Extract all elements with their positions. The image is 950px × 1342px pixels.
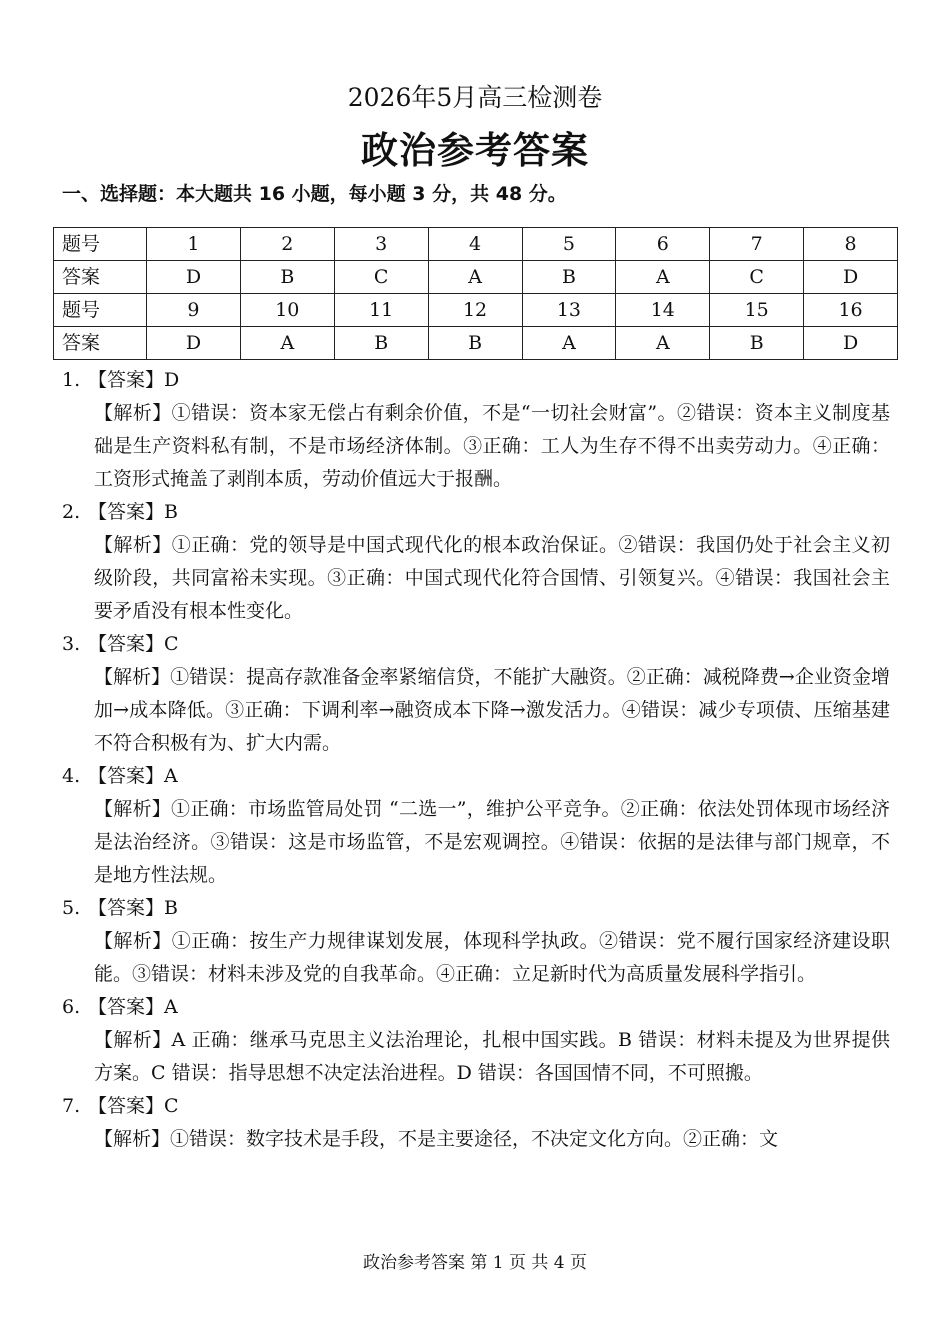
table-cell: 4 [428, 228, 522, 261]
question-number: 6. [62, 996, 81, 1018]
table-cell: A [616, 261, 710, 294]
table-cell: D [147, 327, 241, 360]
table-cell: 6 [616, 228, 710, 261]
table-cell: C [334, 261, 428, 294]
question-answer-line [62, 892, 892, 925]
page-footer: 政治参考答案 第 1 页 共 4 页 [362, 1253, 588, 1273]
question-number: 1. [62, 369, 81, 391]
table-cell: D [804, 327, 898, 360]
question-answer-line [62, 760, 892, 793]
table-cell: 15 [710, 294, 804, 327]
table-cell: 13 [522, 294, 616, 327]
question-item [62, 991, 892, 1090]
question-explanation: 【解析】①正确：按生产力规律谋划发展，体现科学执政。②错误：党不履行国家经济建设职能。③错误：材料未涉及党的自我革命。④正确：立足新时代为高质量发展科学指引。 [94, 930, 890, 985]
table-cell: A [522, 327, 616, 360]
table-cell: 12 [428, 294, 522, 327]
exam-title: 2026年5月高三检测卷 [347, 83, 603, 112]
table-label-cell: 答案 [54, 327, 147, 360]
question-item [62, 364, 892, 496]
question-explanation: 【解析】①正确：党的领导是中国式现代化的根本政治保证。②错误：我国仍处于社会主义初级阶段，共同富裕未实现。③正确：中国式现代化符合国情、引领复兴。④错误：我国社会主要矛盾没有根本性变化。 [94, 534, 890, 622]
table-cell: B [710, 327, 804, 360]
question-explanation: 【解析】①错误：数字技术是手段，不是主要途径，不决定文化方向。②正确：文 [94, 1128, 779, 1150]
question-answer: 【答案】C [88, 1095, 179, 1117]
table-cell: 2 [240, 228, 334, 261]
question-item [62, 496, 892, 628]
question-number: 4. [62, 765, 81, 787]
question-answer: 【答案】A [88, 765, 178, 787]
table-cell: 11 [334, 294, 428, 327]
table-label-cell: 题号 [54, 294, 147, 327]
table-cell: A [240, 327, 334, 360]
table-cell: 9 [147, 294, 241, 327]
question-explanation: 【解析】①错误：提高存款准备金率紧缩信贷，不能扩大融资。②正确：减税降费→企业资金增加→成本降低。③正确：下调利率→融资成本下降→激发活力。④错误：减少专项债、压缩基建不符合积极有为、扩大内需。 [94, 666, 890, 754]
question-item [62, 760, 892, 892]
question-explanation: 【解析】①正确：市场监管局处罚 “二选一”，维护公平竞争。②正确：依法处罚体现市场经济是法治经济。③错误：这是市场监管，不是宏观调控。④错误：依据的是法律与部门规章，不是地方性法规。 [94, 798, 890, 886]
table-row [54, 228, 898, 261]
table-row [54, 327, 898, 360]
section-heading: 一、选择题：本大题共 16 小题，每小题 3 分，共 48 分。 [62, 183, 567, 205]
question-number: 7. [62, 1095, 81, 1117]
table-cell: 10 [240, 294, 334, 327]
question-explanation: 【解析】①错误：资本家无偿占有剩余价值，不是“一切社会财富”。②错误：资本主义制度基础是生产资料私有制，不是市场经济体制。③正确：工人为生存不得不出卖劳动力。④正确：工资形式掩盖了剥削本质，劳动价值远大于报酬。 [94, 402, 890, 490]
table-cell: 14 [616, 294, 710, 327]
question-answer-line [62, 991, 892, 1024]
table-cell: D [147, 261, 241, 294]
question-answer-line [62, 496, 892, 529]
question-answer: 【答案】B [88, 501, 178, 523]
question-list [62, 364, 892, 1156]
question-number: 3. [62, 633, 81, 655]
table-label-cell: 题号 [54, 228, 147, 261]
question-item [62, 892, 892, 991]
question-answer-line [62, 1090, 892, 1123]
question-answer-line [62, 628, 892, 661]
table-cell: A [428, 261, 522, 294]
table-cell: 8 [804, 228, 898, 261]
table-cell: C [710, 261, 804, 294]
answer-table [53, 227, 898, 360]
table-cell: B [522, 261, 616, 294]
table-cell: 16 [804, 294, 898, 327]
question-answer: 【答案】A [88, 996, 178, 1018]
question-item [62, 1090, 892, 1156]
question-answer-line [62, 364, 892, 397]
table-cell: B [240, 261, 334, 294]
table-cell: 3 [334, 228, 428, 261]
table-cell: B [334, 327, 428, 360]
table-row [54, 294, 898, 327]
table-row [54, 261, 898, 294]
question-explanation: 【解析】A 正确：继承马克思主义法治理论，扎根中国实践。B 错误：材料未提及为世界提供方案。C 错误：指导思想不决定法治进程。D 错误：各国国情不同，不可照搬。 [94, 1029, 890, 1084]
table-cell: 1 [147, 228, 241, 261]
question-answer: 【答案】C [88, 633, 179, 655]
table-label-cell: 答案 [54, 261, 147, 294]
table-cell: 7 [710, 228, 804, 261]
table-cell: B [428, 327, 522, 360]
table-cell: D [804, 261, 898, 294]
question-answer: 【答案】B [88, 897, 178, 919]
question-answer: 【答案】D [88, 369, 180, 391]
document-title: 政治参考答案 [361, 129, 589, 172]
table-cell: A [616, 327, 710, 360]
question-number: 2. [62, 501, 81, 523]
question-item [62, 628, 892, 760]
question-number: 5. [62, 897, 81, 919]
table-cell: 5 [522, 228, 616, 261]
